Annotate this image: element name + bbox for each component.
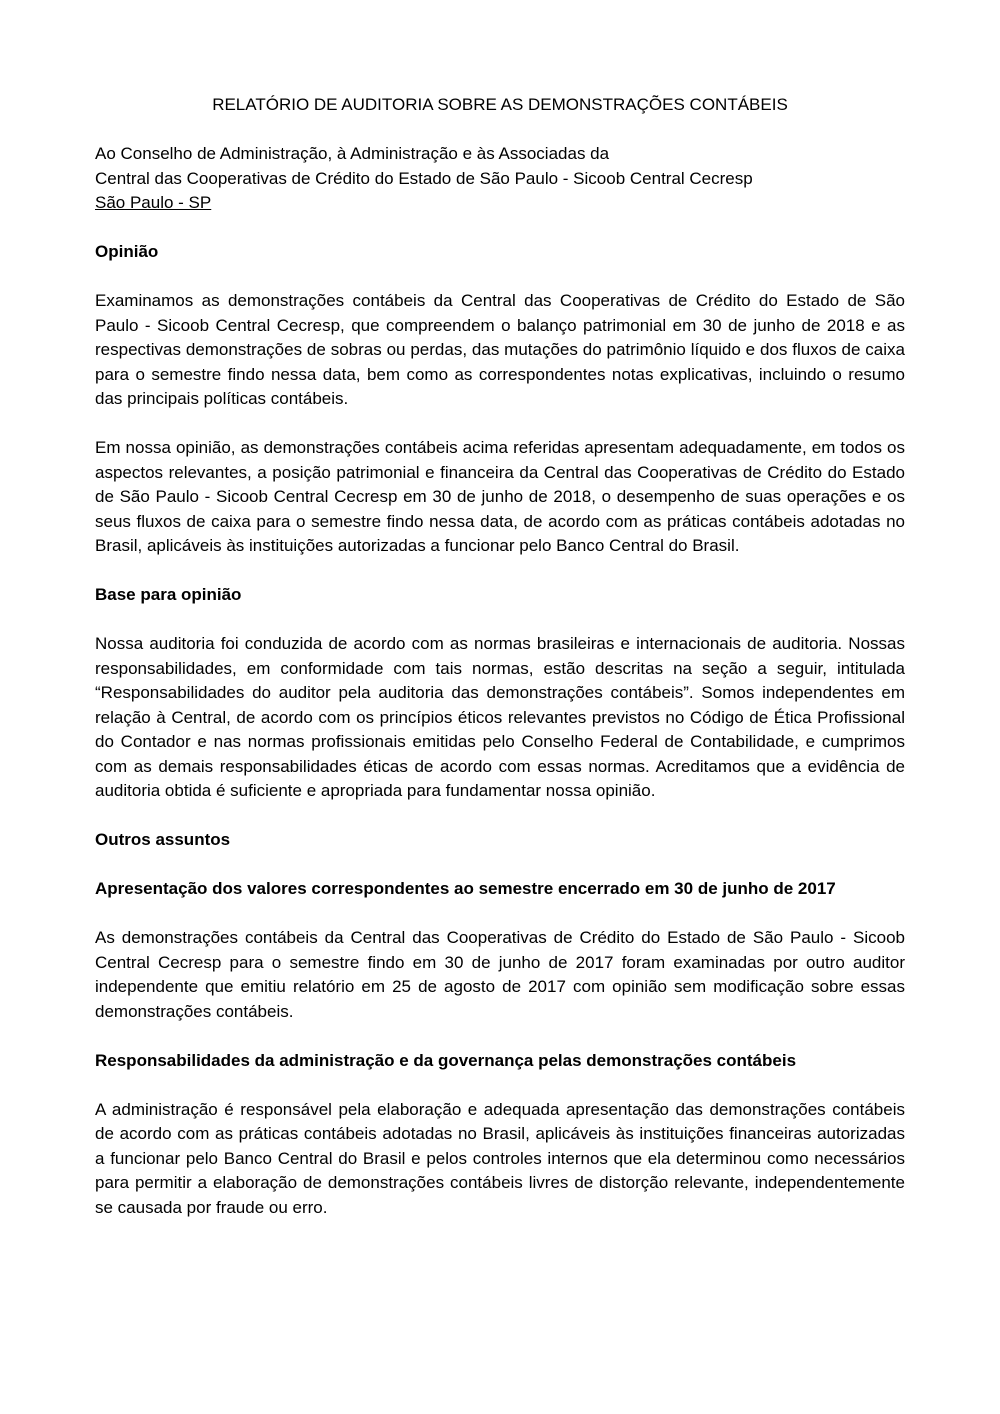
addressee-location: São Paulo - SP	[95, 193, 212, 212]
subsection-heading: Apresentação dos valores correspondentes ao semestre encerrado em 30 de junho de 2017	[95, 879, 836, 898]
section-heading-responsabilidades: Responsabilidades da administração e da governança pelas demonstrações contábeis	[95, 1050, 797, 1070]
section-heading-base: Base para opinião	[95, 585, 242, 604]
paragraph: A administração é responsável pela elaboração e adequada apresentação das demonstrações contábeis de acordo com as práticas contábeis adotadas no Brasil, aplicáveis às instituições financeiras autorizadas a funcionar pelo Banco Central do Brasil e pelos controles internos que ela determinou como necessários para permitir a elaboração de demonstrações contábeis livres de distorção relevante, independentemente se causada por fraude ou erro.	[95, 1099, 905, 1217]
addressee-block	[95, 142, 905, 216]
paragraph: Em nossa opinião, as demonstrações contábeis acima referidas apresentam adequadamente, em todos os aspectos relevantes, a posição patrimonial e financeira da Central das Cooperativas de Crédito do Estado de São Paulo - Sicoob Central Cecresp em 30 de junho de 2018, o desempenho de suas operações e os seus fluxos de caixa para o semestre findo nessa data, de acordo com as práticas contábeis adotadas no Brasil, aplicáveis às instituições autorizadas a funcionar pelo Banco Central do Brasil.	[95, 438, 905, 555]
document-page	[95, 93, 905, 1245]
paragraph: As demonstrações contábeis da Central das Cooperativas de Crédito do Estado de São Paulo - Sicoob Central Cecresp para o semestre findo em 30 de junho de 2017 foram examinadas por outro auditor independente que emitiu relatório em 25 de agosto de 2017 com opinião sem modificação sobre essas demonstrações contábeis.	[95, 928, 905, 1021]
paragraph: Nossa auditoria foi conduzida de acordo com as normas brasileiras e internacionais de auditoria. Nossas responsabilidades, em conformidade com tais normas, estão descritas na seção a seguir, intitulada “Responsabilidades do auditor pela auditoria das demonstrações contábeis”. Somos independentes em relação à Central, de acordo com os princípios éticos relevantes previstos no Código de Ética Profissional do Contador e nas normas profissionais emitidas pelo Conselho Federal de Contabilidade, e cumprimos com as demais responsabilidades éticas de acordo com essas normas. Acreditamos que a evidência de auditoria obtida é suficiente e apropriada para fundamentar nossa opinião.	[95, 634, 905, 800]
addressee-line: Central das Cooperativas de Crédito do Estado de São Paulo - Sicoob Central Cecresp	[95, 168, 753, 188]
addressee-line: Ao Conselho de Administração, à Administração e às Associadas da	[95, 144, 610, 163]
report-title: RELATÓRIO DE AUDITORIA SOBRE AS DEMONSTRAÇÕES CONTÁBEIS	[212, 95, 788, 114]
paragraph: Examinamos as demonstrações contábeis da Central das Cooperativas de Crédito do Estado de São Paulo - Sicoob Central Cecresp, que compreendem o balanço patrimonial em 30 de junho de 2018 e as respectivas demonstrações de sobras ou perdas, das mutações do patrimônio líquido e dos fluxos de caixa para o semestre findo nessa data, bem como as correspondentes notas explicativas, incluindo o resumo das principais políticas contábeis.	[95, 291, 905, 408]
section-heading-outros: Outros assuntos	[95, 830, 231, 849]
section-heading-opiniao: Opinião	[95, 242, 159, 261]
